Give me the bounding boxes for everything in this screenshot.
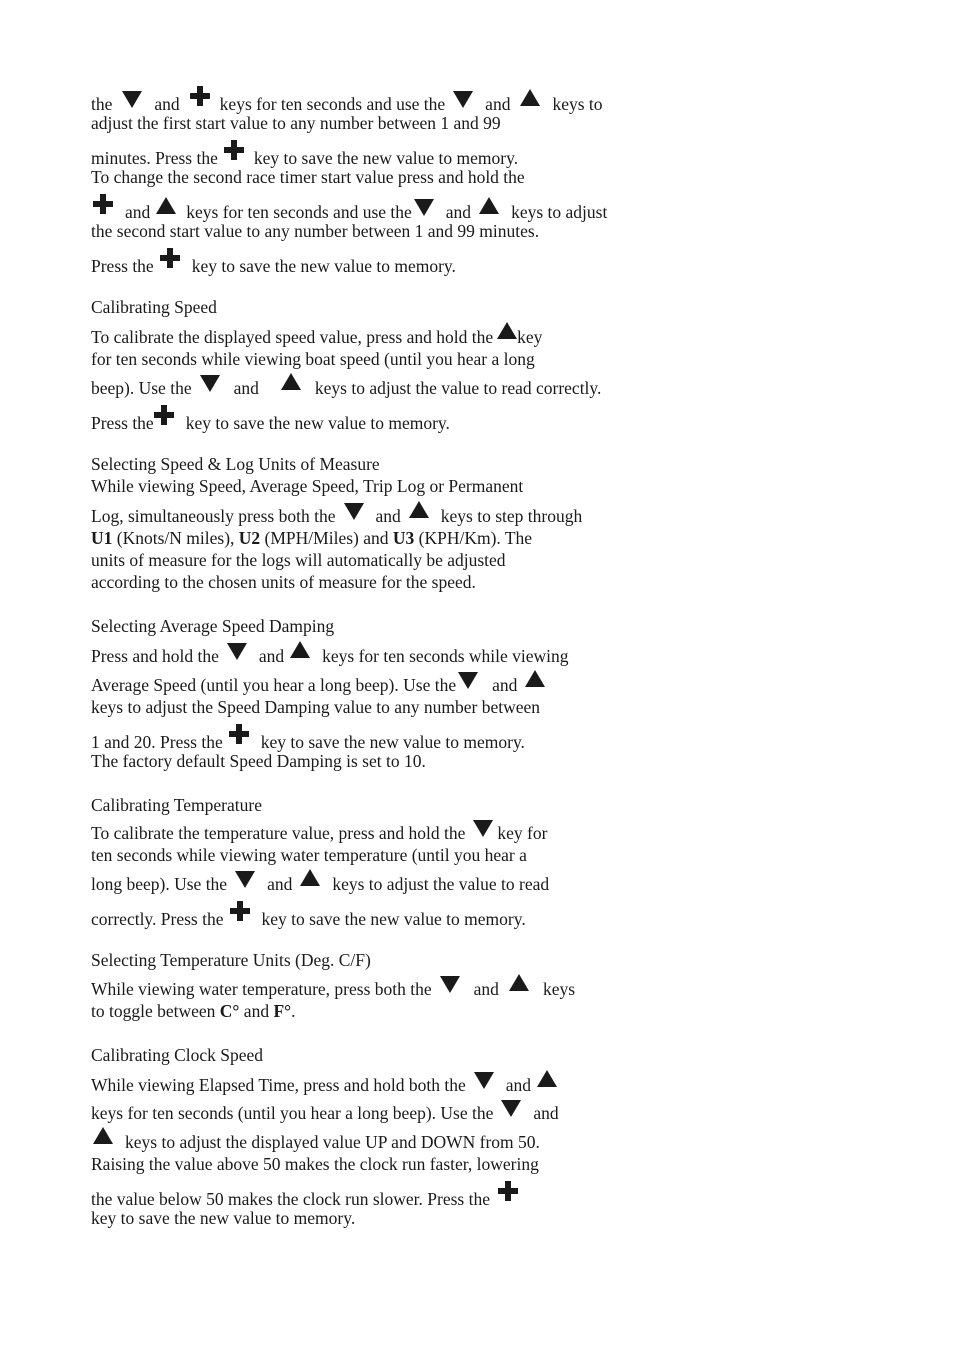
text: the xyxy=(91,94,113,114)
text-line xyxy=(91,1102,691,1124)
text: minutes. Press the xyxy=(91,148,218,168)
text-line xyxy=(91,377,691,399)
text: and xyxy=(485,94,511,114)
text-line: key to save the new value to memory. xyxy=(91,1208,356,1228)
text: and xyxy=(492,675,518,695)
down-arrow-key-icon xyxy=(501,1100,521,1117)
down-arrow-key-icon xyxy=(200,375,220,392)
down-arrow-key-icon xyxy=(473,820,493,837)
text-line: according to the chosen units of measure for the speed. xyxy=(91,572,476,592)
text: . xyxy=(291,1001,296,1021)
text: To calibrate the temperature value, press and hold the xyxy=(91,823,466,843)
text-line: the second start value to any number between 1 and 99 minutes. xyxy=(91,221,540,241)
text: Log, simultaneously press both the xyxy=(91,506,336,526)
text: long beep). Use the xyxy=(91,874,228,894)
text-line xyxy=(91,822,691,844)
plus-key-icon xyxy=(230,901,250,921)
section-heading: Selecting Speed & Log Units of Measure xyxy=(91,454,380,474)
plus-key-icon xyxy=(498,1181,518,1201)
plus-key-icon xyxy=(160,248,180,268)
text: keys to adjust the value to read xyxy=(332,874,550,894)
unit-code: F° xyxy=(273,1001,292,1021)
plus-key-icon xyxy=(93,194,113,214)
text: key xyxy=(517,327,543,347)
text: to toggle between xyxy=(91,1001,220,1021)
down-arrow-key-icon xyxy=(227,643,247,660)
plus-key-icon xyxy=(224,140,244,160)
down-arrow-key-icon xyxy=(122,91,142,108)
text: keys to adjust the value to read correctly. xyxy=(314,378,602,398)
text: key to save the new value to memory. xyxy=(261,909,526,929)
up-arrow-key-icon xyxy=(509,974,529,991)
text: and xyxy=(239,1001,274,1021)
text-line xyxy=(91,527,691,549)
plus-key-icon xyxy=(229,724,249,744)
text: keys xyxy=(542,979,576,999)
up-arrow-key-icon xyxy=(520,89,540,106)
text: and xyxy=(375,506,401,526)
text: 1 and 20. Press the xyxy=(91,732,223,752)
text-line xyxy=(91,252,691,274)
text: keys for ten seconds while viewing xyxy=(322,646,569,666)
text: (Knots/N miles), xyxy=(112,528,239,548)
text: Press and hold the xyxy=(91,646,219,666)
down-arrow-key-icon xyxy=(440,976,460,993)
text: and xyxy=(533,1103,559,1123)
text-line xyxy=(91,1131,691,1153)
down-arrow-key-icon xyxy=(344,503,364,520)
text-line xyxy=(91,1185,691,1207)
text: (MPH/Miles) and xyxy=(260,528,393,548)
text: (KPH/Km). The xyxy=(414,528,533,548)
section-heading: Selecting Temperature Units (Deg. C/F) xyxy=(91,950,371,970)
manual-page xyxy=(91,90,691,1229)
up-arrow-key-icon xyxy=(497,322,517,339)
unit-code: C° xyxy=(219,1001,240,1021)
text-line xyxy=(91,90,691,112)
text-line xyxy=(91,978,691,1000)
text-line xyxy=(91,645,691,667)
text-line: keys to adjust the Speed Damping value to any number between xyxy=(91,697,541,717)
text-line xyxy=(91,1074,691,1096)
text: and xyxy=(445,202,472,222)
text: keys to adjust the displayed value UP and DOWN from 50. xyxy=(125,1132,540,1152)
plus-key-icon xyxy=(154,405,174,425)
text-line xyxy=(91,198,691,220)
text-line xyxy=(91,326,691,348)
text-line xyxy=(91,505,691,527)
section-heading: Calibrating Clock Speed xyxy=(91,1045,264,1065)
unit-code: U3 xyxy=(392,528,415,548)
text-line: ten seconds while viewing water temperature (until you hear a xyxy=(91,845,527,865)
down-arrow-key-icon xyxy=(414,199,434,216)
text: keys to xyxy=(552,94,603,114)
up-arrow-key-icon xyxy=(281,373,301,390)
text: beep). Use the xyxy=(91,378,192,398)
text-line: for ten seconds while viewing boat speed (until you hear a long xyxy=(91,349,535,369)
up-arrow-key-icon xyxy=(290,641,310,658)
text: keys to adjust xyxy=(511,202,608,222)
text: correctly. Press the xyxy=(91,909,224,929)
text: key to save the new value to memory. xyxy=(253,148,519,168)
text-line xyxy=(91,873,691,895)
section-heading: Calibrating Speed xyxy=(91,297,217,317)
plus-key-icon xyxy=(190,86,210,106)
text-line xyxy=(91,144,691,166)
up-arrow-key-icon xyxy=(537,1070,557,1087)
text: While viewing Elapsed Time, press and hold both the xyxy=(91,1075,466,1095)
up-arrow-key-icon xyxy=(479,197,499,214)
down-arrow-key-icon xyxy=(453,91,473,108)
text: Average Speed (until you hear a long beep). Use the xyxy=(91,675,457,695)
text: and xyxy=(125,202,151,222)
text: keys for ten seconds (until you hear a long beep). Use the xyxy=(91,1103,494,1123)
up-arrow-key-icon xyxy=(525,670,545,687)
text-line xyxy=(91,409,691,431)
text-line xyxy=(91,674,691,696)
unit-code: U1 xyxy=(91,528,113,548)
text-line: To change the second race timer start value press and hold the xyxy=(91,167,525,187)
down-arrow-key-icon xyxy=(458,672,478,689)
text: To calibrate the displayed speed value, press and hold the xyxy=(91,327,494,347)
up-arrow-key-icon xyxy=(156,197,176,214)
text-line: Raising the value above 50 makes the clock run faster, lowering xyxy=(91,1154,539,1174)
section-heading: Calibrating Temperature xyxy=(91,795,262,815)
text-line: While viewing Speed, Average Speed, Trip Log or Permanent xyxy=(91,476,524,496)
up-arrow-key-icon xyxy=(93,1127,113,1144)
text: key to save the new value to memory. xyxy=(185,413,450,433)
text-line xyxy=(91,728,691,750)
unit-code: U2 xyxy=(238,528,261,548)
text: and xyxy=(233,378,259,398)
up-arrow-key-icon xyxy=(409,501,429,518)
text: Press the xyxy=(91,413,154,433)
down-arrow-key-icon xyxy=(474,1072,494,1089)
up-arrow-key-icon xyxy=(300,869,320,886)
down-arrow-key-icon xyxy=(235,871,255,888)
text: and xyxy=(505,1075,532,1095)
text: keys to step through xyxy=(440,506,583,526)
text-line xyxy=(91,905,691,927)
text: keys for ten seconds and use the xyxy=(186,202,412,222)
text: and xyxy=(267,874,293,894)
text-line xyxy=(91,1000,691,1022)
text: keys for ten seconds and use the xyxy=(219,94,446,114)
text: Press the xyxy=(91,256,154,276)
text: While viewing water temperature, press both the xyxy=(91,979,432,999)
text-line: adjust the first start value to any number between 1 and 99 xyxy=(91,113,501,133)
text: and xyxy=(154,94,180,114)
text: and xyxy=(258,646,285,666)
text-line: units of measure for the logs will automatically be adjusted xyxy=(91,550,506,570)
text: and xyxy=(473,979,499,999)
text: key for xyxy=(497,823,548,843)
text: key to save the new value to memory. xyxy=(191,256,456,276)
section-heading: Selecting Average Speed Damping xyxy=(91,616,335,636)
text-line: The factory default Speed Damping is set to 10. xyxy=(91,751,426,771)
text: the value below 50 makes the clock run slower. Press the xyxy=(91,1189,490,1209)
text: key to save the new value to memory. xyxy=(260,732,525,752)
